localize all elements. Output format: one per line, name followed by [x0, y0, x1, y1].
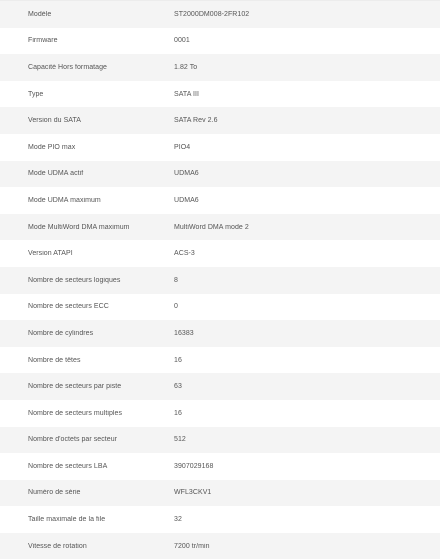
- spec-row-model: [0, 1, 440, 28]
- spec-value: MultiWord DMA mode 2: [174, 223, 249, 231]
- spec-label: Nombre de secteurs par piste: [28, 383, 122, 391]
- spec-value: UDMA6: [174, 196, 199, 204]
- spec-value: 16383: [174, 329, 194, 337]
- spec-label: Firmware: [28, 37, 58, 45]
- spec-label: Modèle: [28, 10, 52, 18]
- spec-label: Mode UDMA maximum: [28, 196, 101, 204]
- spec-row-lba-sectors: [0, 453, 440, 480]
- spec-row-firmware: [0, 28, 440, 55]
- spec-row-heads: [0, 347, 440, 374]
- spec-value: 0: [174, 303, 178, 311]
- spec-row-sectors-per-track: [0, 373, 440, 400]
- spec-row-atapi: [0, 240, 440, 267]
- spec-value: ACS-3: [174, 250, 195, 258]
- spec-label: Nombre d'octets par secteur: [28, 436, 118, 444]
- spec-value: UDMA6: [174, 170, 199, 178]
- spec-row-logical-sectors: [0, 267, 440, 294]
- spec-value: SATA Rev 2.6: [174, 117, 218, 125]
- spec-row-rotation-speed: [0, 533, 440, 559]
- spec-label: Type: [28, 90, 44, 98]
- spec-value: 0001: [174, 37, 190, 45]
- spec-value: 7200 tr/min: [174, 542, 210, 550]
- spec-row-ecc-sectors: [0, 294, 440, 321]
- spec-value: WFL3CKV1: [174, 489, 212, 497]
- spec-row-cylinders: [0, 320, 440, 347]
- spec-label: Capacité Hors formatage: [28, 63, 107, 71]
- spec-label: Nombre de têtes: [28, 356, 81, 364]
- spec-label: Mode MultiWord DMA maximum: [28, 223, 130, 231]
- spec-value: ST2000DM008-2FR102: [174, 10, 250, 18]
- spec-row-udma-max: [0, 187, 440, 214]
- spec-label: Nombre de secteurs ECC: [28, 303, 109, 311]
- spec-row-serial: [0, 480, 440, 507]
- spec-row-udma-active: [0, 161, 440, 188]
- spec-value: 63: [174, 383, 182, 391]
- spec-label: Mode PIO max: [28, 143, 76, 151]
- spec-label: Numéro de série: [28, 489, 81, 497]
- spec-value: 8: [174, 276, 178, 284]
- spec-value: 3907029168: [174, 462, 214, 470]
- spec-label: Mode UDMA actif: [28, 170, 84, 178]
- spec-row-multiple-sectors: [0, 400, 440, 427]
- spec-value: 16: [174, 409, 182, 417]
- spec-value: 32: [174, 516, 182, 524]
- spec-label: Nombre de secteurs LBA: [28, 462, 108, 470]
- spec-label: Version du SATA: [28, 117, 82, 125]
- spec-label: Version ATAPI: [28, 250, 73, 258]
- spec-row-bytes-per-sector: [0, 427, 440, 454]
- spec-label: Vitesse de rotation: [28, 542, 87, 550]
- spec-label: Nombre de cylindres: [28, 329, 94, 337]
- spec-row-queue-depth: [0, 506, 440, 533]
- spec-value: SATA III: [174, 90, 200, 98]
- spec-value: 512: [174, 436, 186, 444]
- spec-row-sata-version: [0, 107, 440, 134]
- spec-value: 16: [174, 356, 182, 364]
- spec-row-pio-max: [0, 134, 440, 161]
- spec-label: Taille maximale de la file: [28, 516, 106, 524]
- spec-row-type: [0, 81, 440, 108]
- spec-value: PIO4: [174, 143, 191, 151]
- spec-label: Nombre de secteurs multiples: [28, 409, 122, 417]
- spec-row-multiword-dma: [0, 214, 440, 241]
- spec-label: Nombre de secteurs logiques: [28, 276, 121, 284]
- spec-row-capacity: [0, 54, 440, 81]
- spec-value: 1.82 To: [174, 63, 198, 71]
